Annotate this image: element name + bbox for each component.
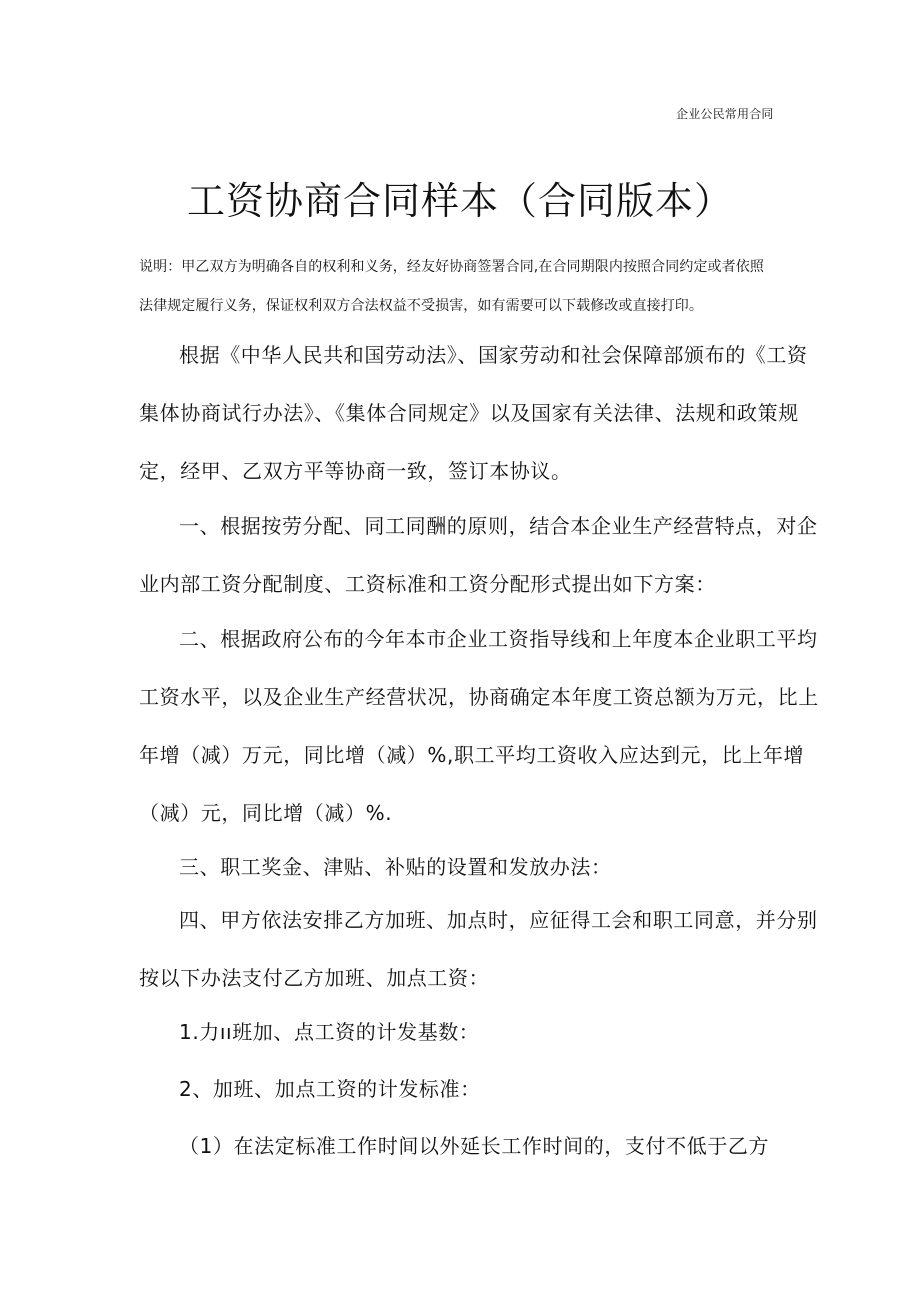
paragraph-line: （1）在法定标准工作时间以外延长工作时间的，支付不低于乙方: [179, 1134, 770, 1158]
paragraph-item-2-1: [139, 1117, 839, 1175]
paragraph-item-1: [139, 1003, 839, 1061]
header-note: 企业公民常用合同: [676, 107, 774, 121]
paragraph-line: 工资水平，以及企业生产经营状况，协商确定本年度工资总额为万元，比上: [139, 685, 819, 709]
paragraph-line: 二、根据政府公布的今年本市企业工资指导线和上年度本企业职工平均: [179, 627, 818, 651]
intro-line: 说明：甲乙双方为明确各自的权利和义务，经友好协商签署合同,在合同期限内按照合同约定或者依照: [139, 259, 764, 275]
paragraph-line: （减）元，同比增（减）%.: [139, 801, 393, 825]
paragraph-line: 四、甲方依法安排乙方加班、加点时，应征得工会和职工同意，并分别: [179, 908, 818, 932]
paragraph-line: 三、职工奖金、津贴、补贴的设置和发放办法：: [179, 855, 612, 879]
paragraph-section-2: [139, 610, 839, 842]
paragraph-preamble: [139, 326, 839, 500]
paragraph-line: 定，经甲、乙双方平等协商一致，签订本协议。: [139, 459, 572, 483]
paragraph-line: 按以下办法支付乙方加班、加点工资：: [139, 966, 490, 990]
paragraph-line: 1.力ıı班加、点工资的计发基数：: [179, 1020, 480, 1044]
paragraph-line: 根据《中华人民共和国劳动法》、国家劳动和社会保障部颁布的《工资: [179, 343, 808, 367]
paragraph-item-2: [139, 1060, 839, 1118]
paragraph-line: 集体协商试行办法》、《集体合同规定》以及国家有关法律、法规和政策规: [139, 401, 799, 425]
document-title: 工资协商合同样本（合同版本）: [186, 179, 733, 223]
paragraph-section-3: [139, 838, 839, 896]
paragraph-section-1: [139, 497, 839, 613]
paragraph-section-4: [139, 891, 839, 1007]
paragraph-line: 年增（减）万元，同比增（减）%,职工平均工资收入应达到元，比上年增: [139, 743, 805, 767]
intro-note: [139, 248, 819, 326]
intro-line: 法律规定履行义务，保证权利双方合法权益不受损害，如有需要可以下载修改或直接打印。: [139, 298, 703, 314]
paragraph-line: 一、根据按劳分配、同工同酬的原则，结合本企业生产经营特点，对企: [179, 514, 818, 538]
paragraph-line: 2、加班、加点工资的计发标准：: [179, 1077, 481, 1101]
paragraph-line: 业内部工资分配制度、工资标准和工资分配形式提出如下方案：: [139, 572, 716, 596]
